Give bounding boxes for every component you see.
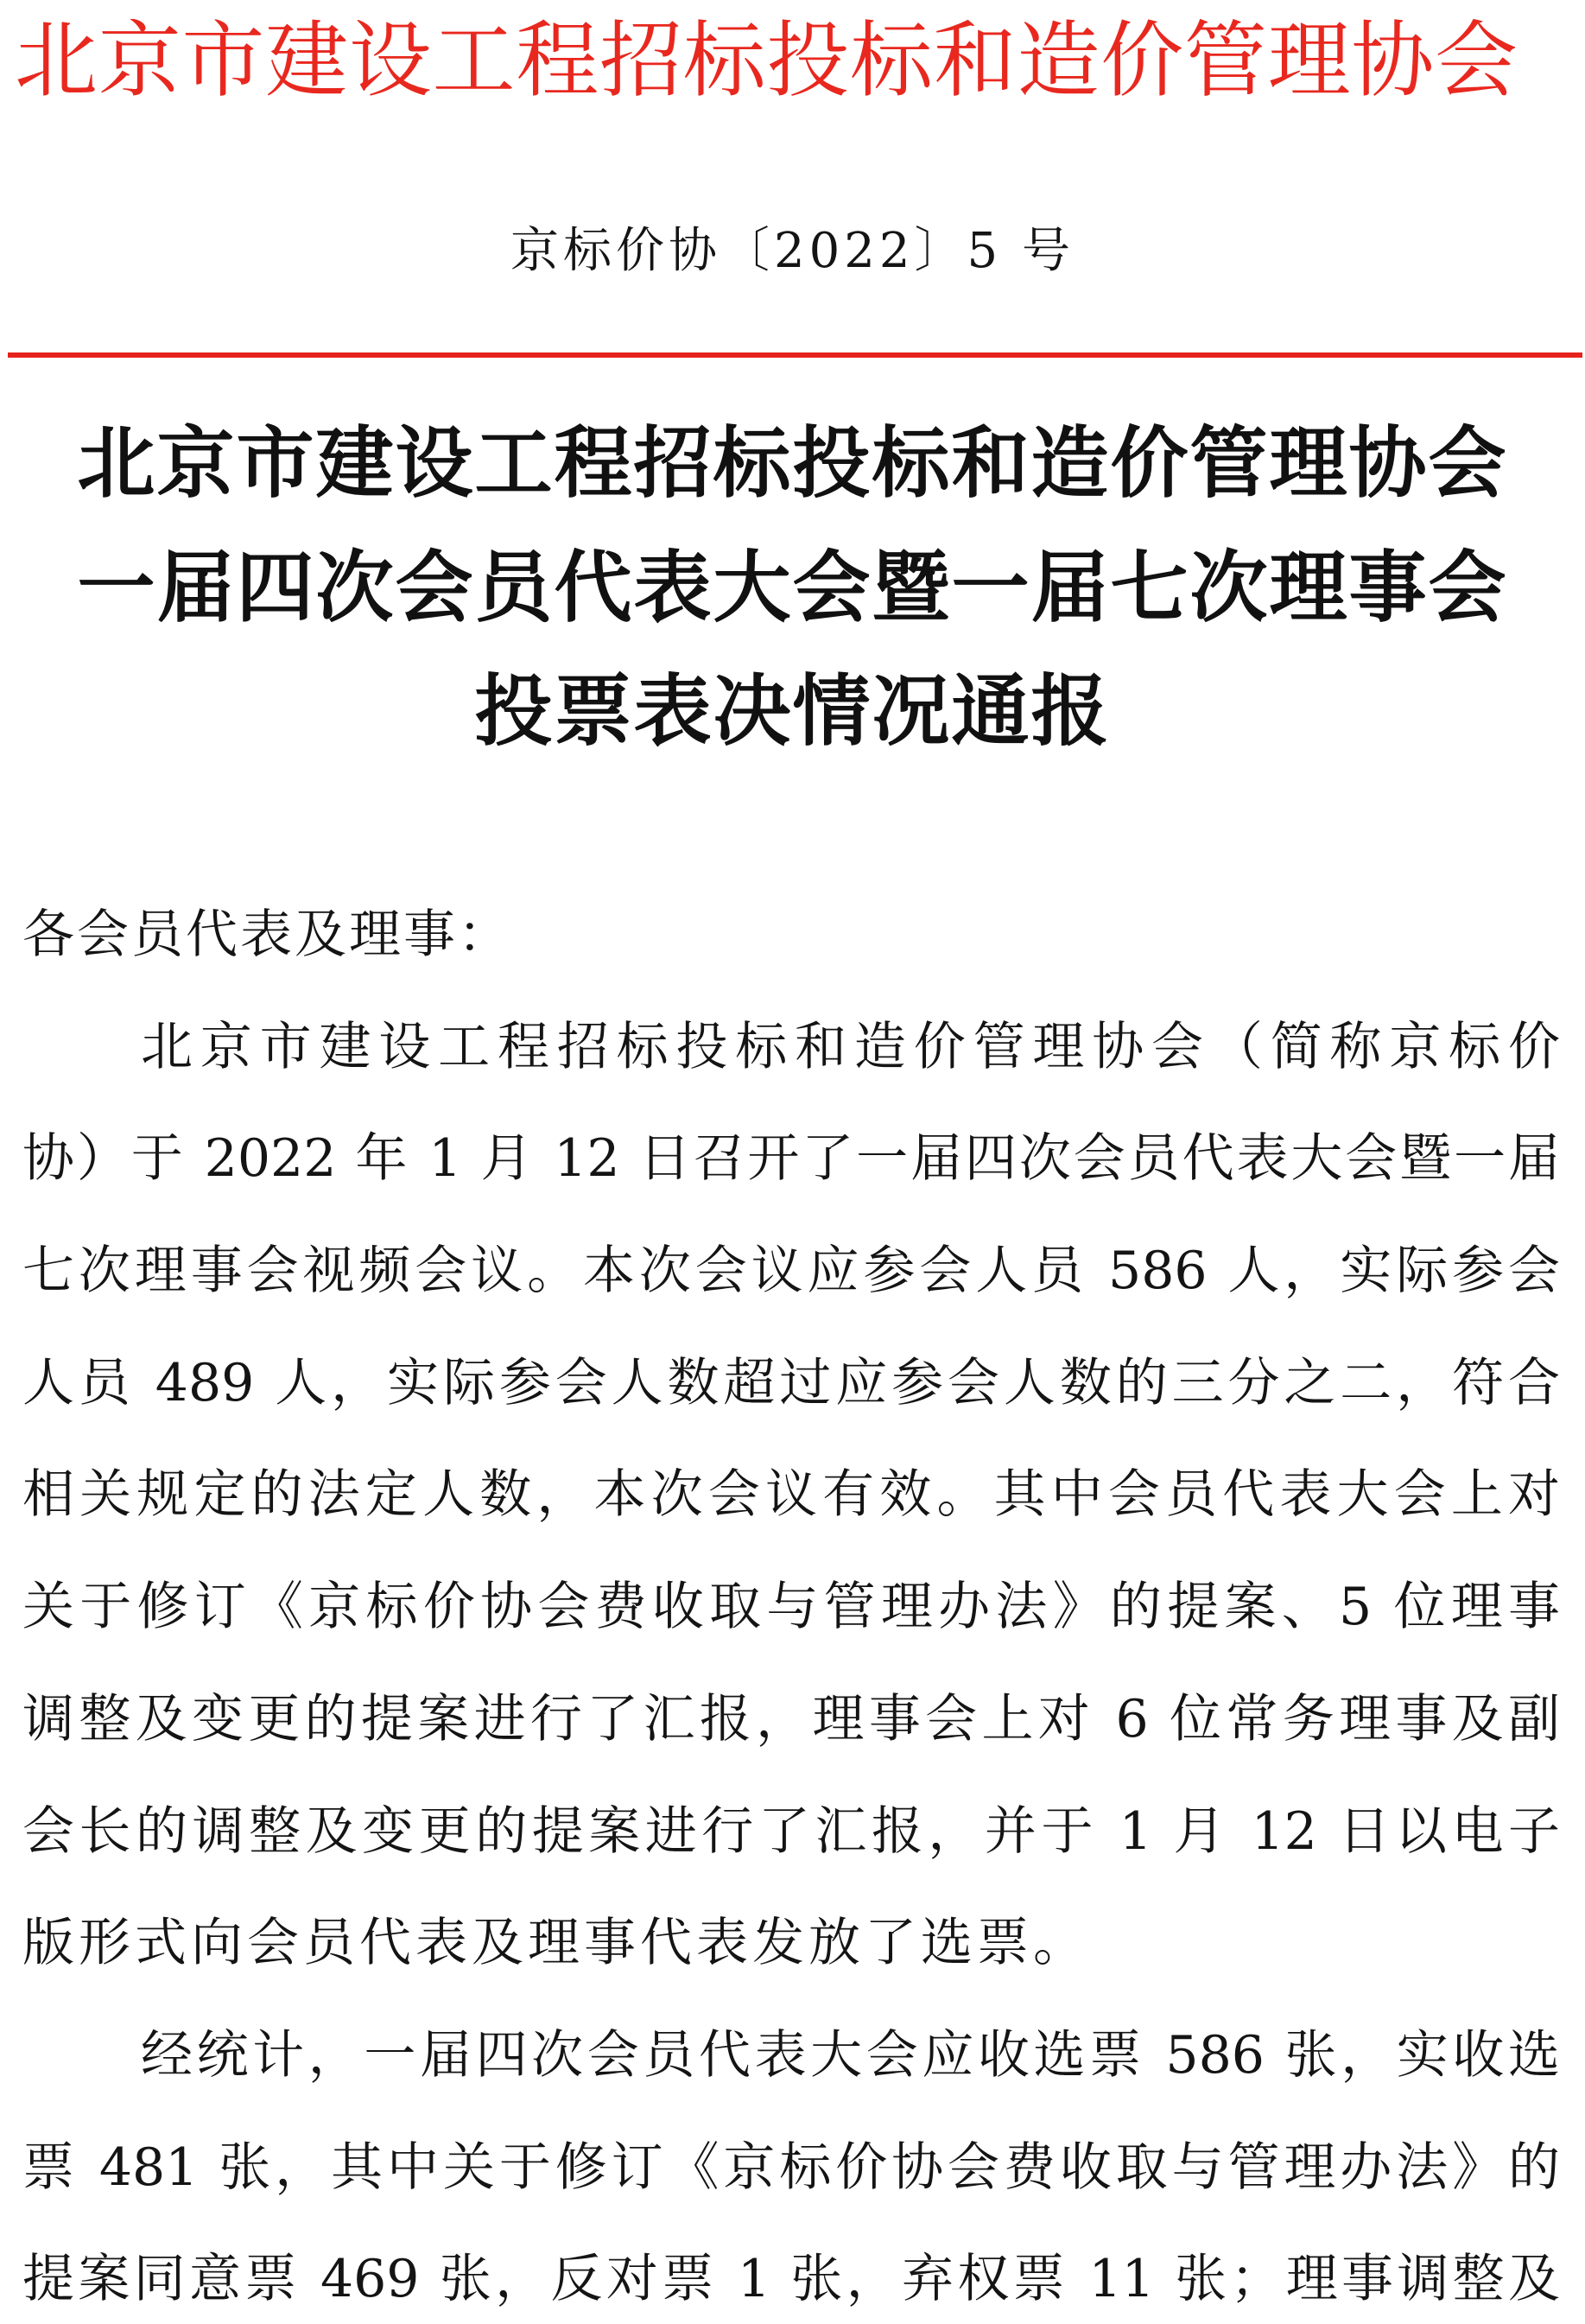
title-line-2: 一届四次会员代表大会暨一届七次理事会 [77, 542, 1508, 633]
body-paragraph-2 [22, 2012, 1560, 2322]
doc-number: 京标价协〔2022〕5 号 [510, 223, 1075, 279]
header-org-name: 北京市建设工程招标投标和造价管理协会 [15, 19, 1518, 102]
body-line: 北京市建设工程招标投标和造价管理协会（简称京标价 [141, 1016, 1560, 1077]
title-line-1: 北京市建设工程招标投标和造价管理协会 [77, 417, 1508, 509]
salutation-block [22, 892, 1560, 978]
body-line: 七次理事会视频会议。本次会议应参会人员 586 人，实际参会 [22, 1241, 1560, 1302]
body-line: 人员 489 人，实际参会人数超过应参会人数的三分之二，符合 [22, 1352, 1560, 1413]
body-line: 协）于 2022 年 1 月 12 日召开了一届四次会员代表大会暨一届 [22, 1128, 1560, 1190]
body-line: 关于修订《京标价协会费收取与管理办法》的提案、5 位理事 [22, 1577, 1560, 1638]
body-paragraph-1 [22, 1004, 1560, 1987]
body-line: 经统计，一届四次会员代表大会应收选票 586 张，实收选 [141, 2024, 1560, 2086]
document-body [22, 892, 1560, 2322]
body-line: 提案同意票 469 张，反对票 1 张，弃权票 11 张；理事调整及 [22, 2249, 1560, 2310]
body-line: 会长的调整及变更的提案进行了汇报，并于 1 月 12 日以电子 [22, 1800, 1560, 1862]
salutation: 各会员代表及理事： [22, 905, 512, 965]
body-line: 票 481 张，其中关于修订《京标价协会费收取与管理办法》的 [22, 2137, 1560, 2198]
body-line: 调整及变更的提案进行了汇报，理事会上对 6 位常务理事及副 [22, 1688, 1560, 1749]
title-line-3: 投票表决情况通报 [474, 665, 1111, 757]
body-line: 版形式向会员代表及理事代表发放了选票。 [22, 1913, 1089, 1974]
header-red-rule [8, 352, 1582, 358]
body-line: 相关规定的法定人数，本次会议有效。其中会员代表大会上对 [22, 1464, 1560, 1526]
